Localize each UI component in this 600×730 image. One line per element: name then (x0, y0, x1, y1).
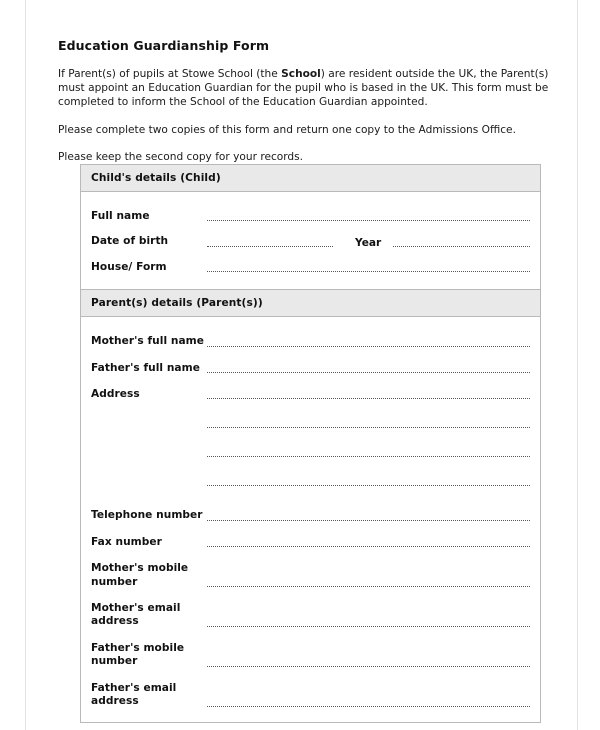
document-page (25, 0, 578, 730)
page-title: Education Guardianship Form (58, 38, 270, 53)
field-row-address (81, 388, 540, 402)
field-label-mothers-full-name: Mother's full name (91, 335, 204, 348)
field-label-date-of-birth: Date of birth (91, 235, 169, 248)
field-row-fathers-mobile-number (81, 642, 540, 670)
field-row-address-line-4 (81, 476, 540, 489)
field-input-full-name[interactable] (207, 211, 530, 224)
field-label-mothers-mobile-number: Mother's mobile number (91, 562, 189, 588)
document-header-block (58, 38, 550, 164)
section-body-child-details (81, 192, 540, 289)
field-input-fax-number[interactable] (207, 537, 530, 550)
field-input-mothers-mobile-number[interactable] (207, 577, 530, 590)
section-header-child-details: Child's details (Child) (81, 165, 540, 192)
guardianship-form-table (80, 164, 541, 723)
field-label-fax-number: Fax number (91, 535, 162, 548)
field-label-mothers-email-address: Mother's email address (91, 602, 181, 628)
field-input-fathers-full-name[interactable] (207, 363, 530, 376)
field-row-full-name (81, 210, 540, 224)
instruction-paragraph-copies: Please complete two copies of this form and return one copy to the Admissions Office. (58, 123, 516, 136)
field-input-date-of-birth[interactable] (207, 237, 333, 250)
field-row-house-form (81, 261, 540, 275)
field-row-mothers-mobile-number (81, 562, 540, 590)
field-input-address-line-2[interactable] (207, 418, 530, 431)
field-input-fathers-mobile-number[interactable] (207, 657, 530, 670)
field-input-address-line-1[interactable] (207, 389, 530, 402)
field-input-year[interactable] (393, 237, 530, 250)
field-label-fathers-mobile-number: Father's mobile number (91, 641, 185, 668)
field-row-date-of-birth (81, 235, 540, 249)
field-row-address-line-2 (81, 418, 540, 431)
field-input-address-line-4[interactable] (207, 476, 530, 489)
field-input-mothers-full-name[interactable] (207, 337, 530, 350)
field-row-address-line-3 (81, 447, 540, 460)
field-input-house-form[interactable] (207, 262, 530, 275)
intro-text-after: ) are resident outside the UK, the Parent(s) must appoint an Education Guardian for the pupil who is based in the UK. This form must be completed to inform the School of the Education Guardian appointed. (58, 68, 549, 109)
field-label-fathers-full-name: Father's full name (91, 361, 200, 374)
field-input-fathers-email-address[interactable] (207, 697, 530, 710)
field-row-mothers-email-address (81, 602, 540, 630)
field-row-fax-number (81, 536, 540, 550)
field-label-telephone-number: Telephone number (91, 509, 203, 522)
section-header-parent-details: Parent(s) details (Parent(s)) (81, 289, 540, 317)
intro-text-before: If Parent(s) of pupils at Stowe School (the (58, 68, 282, 80)
intro-paragraph (58, 67, 550, 110)
field-label-full-name: Full name (91, 210, 150, 222)
field-label-house-form: House/ Form (91, 260, 167, 273)
section-body-parent-details (81, 317, 540, 721)
field-row-fathers-email-address (81, 682, 540, 710)
field-label-year: Year (355, 236, 382, 249)
field-input-address-line-3[interactable] (207, 447, 530, 460)
field-input-telephone-number[interactable] (207, 511, 530, 524)
instruction-paragraph-records: Please keep the second copy for your records. (58, 150, 304, 163)
intro-bold-school: School (281, 68, 321, 80)
field-row-mothers-full-name (81, 335, 540, 349)
field-row-fathers-full-name (81, 362, 540, 376)
field-label-address: Address (91, 388, 140, 401)
field-label-fathers-email-address: Father's email address (91, 681, 177, 708)
field-input-mothers-email-address[interactable] (207, 617, 530, 630)
field-row-telephone-number (81, 509, 540, 523)
